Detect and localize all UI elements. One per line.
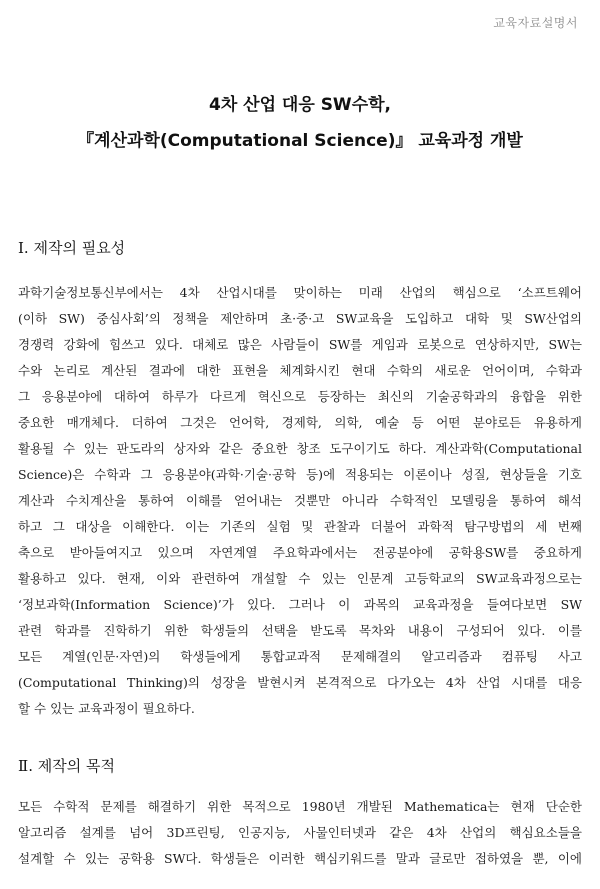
- body-line: 수와 논리로 계산된 결과에 대한 표현을 체계화시킨 현대 수학의 새로운 언어이며, 수학과: [18, 363, 582, 378]
- body-line: Science)은 수학과 그 응용분야(과학·기술·공학 등)에 적용되는 이론이나 성질, 현상들을 기호: [18, 467, 582, 482]
- body-line: (Computational Thinking)의 성장을 발현시켜 본격적으로 다가오는 4차 산업 시대를 대응: [18, 675, 582, 690]
- body-line: 과학기술정보통신부에서는 4차 산업시대를 맞이하는 미래 산업의 핵심으로 ‘소프트웨어: [18, 285, 582, 300]
- body-line: 알고리즘 설계를 넘어 3D프린팅, 인공지능, 사물인터넷과 같은 4차 산업의 핵심요소들을: [18, 825, 582, 840]
- body-line: 그 응용분야에 대하여 하루가 다르게 혁신으로 등장하는 최신의 기술공학과의 융합을 위한: [18, 389, 582, 404]
- section-heading-necessity: Ⅰ. 제작의 필요성: [18, 239, 126, 257]
- body-line: 모든 계열(인문·자연)의 학생들에게 통합교과적 문제해결의 알고리즘과 컴퓨팅 사고: [18, 649, 582, 664]
- body-line: 하고 그 대상을 이해한다. 이는 기존의 실험 및 관찰과 더불어 과학적 탐구방법의 세 번째: [18, 519, 582, 534]
- body-line: 경쟁력 강화에 힘쓰고 있다. 대체로 많은 사람들이 SW를 게임과 로봇으로 연상하지만, SW는: [18, 337, 582, 352]
- body-line: 활용하고 있다. 현재, 이와 관련하여 개설할 수 있는 인문계 고등학교의 SW교육과정으로는: [18, 571, 582, 586]
- title-line-2: 『계산과학(Computational Science)』 교육과정 개발: [77, 131, 523, 151]
- body-line: (이하 SW) 중심사회’의 정책을 제안하며 초·중·고 SW교육을 도입하고 대학 및 SW산업의: [18, 311, 582, 326]
- body-line: 설계할 수 있는 공학용 SW다. 학생들은 이러한 핵심키워드를 말과 글로만 접하였을 뿐, 이에: [18, 851, 582, 866]
- body-line: 활용될 수 있는 판도라의 상자와 같은 중요한 창조 도구이기도 하다. 계산과학(Computational: [18, 441, 582, 456]
- title-line-1: 4차 산업 대응 SW수학,: [209, 95, 391, 115]
- body-line: 중요한 매개체다. 더하여 그것은 언어학, 경제학, 의학, 예술 등 어떤 분야로든 유용하게: [18, 415, 582, 430]
- body-line: 할 수 있는 교육과정이 필요하다.: [18, 701, 195, 716]
- body-line: 축으로 받아들여지고 있으며 자연계열 주요학과에서는 전공분야에 공학용SW를 중요하게: [18, 545, 582, 560]
- body-line: 관련 학과를 진학하기 위한 학생들의 선택을 받도록 목차와 내용이 구성되어 있다. 이를: [18, 623, 582, 638]
- body-line: 모든 수학적 문제를 해결하기 위한 목적으로 1980년 개발된 Mathematica는 현재 단순한: [18, 799, 582, 814]
- section-body-purpose: [18, 794, 582, 872]
- section-heading-purpose: Ⅱ. 제작의 목적: [18, 757, 115, 775]
- body-line: ‘정보과학(Information Science)’가 있다. 그러나 이 과목의 교육과정을 들여다보면 SW: [18, 597, 582, 612]
- body-line: 계산과 수치계산을 통하여 이해를 얻어내는 것뿐만 아니라 수학적인 모델링을 통하여 해석: [18, 493, 582, 508]
- document-type-label: 교육자료설명서: [493, 16, 578, 30]
- section-body-necessity: [18, 280, 582, 722]
